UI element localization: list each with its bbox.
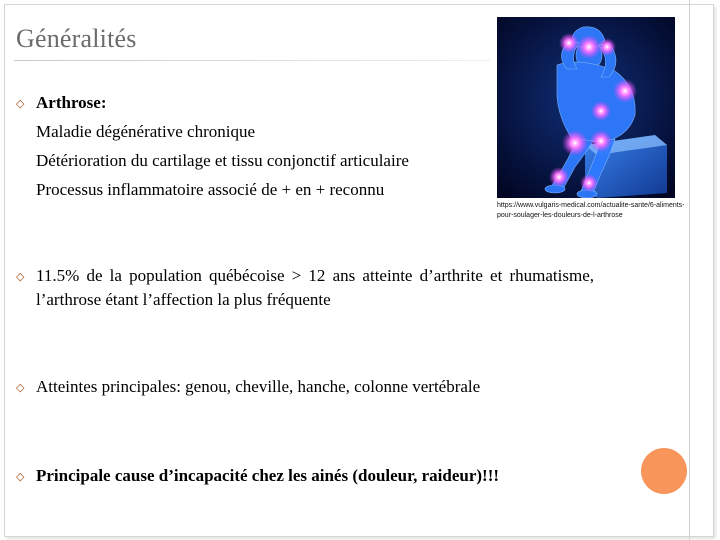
item-prevalence: 11.5% de la population québécoise > 12 ans atteinte d’arthrite et rhumatisme, l’arthrose étant l’affection la plus fréquente: [36, 266, 594, 309]
diamond-bullet-icon: ◇: [16, 271, 25, 283]
item-incapacity: Principale cause d’incapacité chez les ainés (douleur, raideur)!!!: [36, 466, 500, 485]
diamond-bullet-icon: ◇: [16, 98, 25, 110]
item-arthrose-line-3: Processus inflammatoire associé de + en + reconnu: [36, 180, 385, 199]
image-credit-link[interactable]: https://www.vulgaris-medical.com/actualite-sante/6-aliments-pour-soulager-les-douleurs-de-l-arthrose: [497, 202, 685, 219]
diamond-bullet-icon: ◇: [16, 471, 25, 483]
slide-title: Généralités: [16, 24, 137, 53]
arthritis-figure-svg: [497, 17, 675, 198]
slide-right-border: [689, 0, 690, 540]
diamond-bullet-icon: ◇: [16, 382, 25, 394]
title-underline: [14, 60, 490, 61]
orange-circle-decoration: [641, 448, 687, 494]
item-arthrose-heading: Arthrose:: [36, 93, 107, 112]
arthritis-pain-illustration: [497, 17, 675, 198]
item-arthrose-line-1: Maladie dégénérative chronique: [36, 122, 256, 141]
item-main-sites: Atteintes principales: genou, cheville, hanche, colonne vertébrale: [36, 377, 481, 396]
item-arthrose-line-2: Détérioration du cartilage et tissu conjonctif articulaire: [36, 151, 409, 170]
